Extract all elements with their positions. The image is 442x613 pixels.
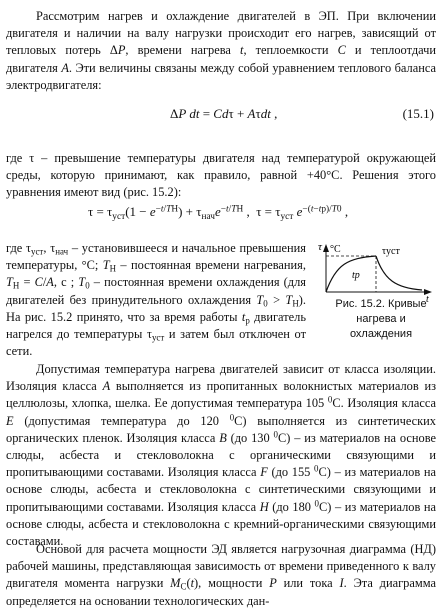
paragraph-3: где $\tau_{уст}$, $\tau_{нач}$ – установившееся и начальное превышения температуры, °С; $T_Н$ – постоянная времени нагревания, $T_Н = C/A$, с ; $T_0$ – постоянная времени охлаждения (для двигателей без принудительного охлаждения $T_0 > T_Н$). На рис. 15.2 принято, что за время работы $t_р$ двигатель нагрелся до температуры $\tau_{уст}$ и затем был отключен от сети. <box>6 241 306 359</box>
figure-caption: Рис. 15.2. Кривые нагрева и охлаждения <box>335 298 427 340</box>
y-axis-arrow <box>323 244 329 252</box>
paragraph-2: где τ – превышение температуры двигателя над температурой окружающей среды, которую принимают, как правило, равной +40°С. Решения этого уравнения имеют вид (рис. 15.2): <box>6 151 436 200</box>
label-deg: °С <box>330 244 341 255</box>
heating-curve <box>326 256 376 292</box>
label-t: t <box>426 294 429 305</box>
equation-heat-balance: ΔP dt = Cdτ + Aτdt , <box>170 106 278 121</box>
equation-number: (15.1) <box>402 106 434 121</box>
paragraph-1: Рассмотрим нагрев и охлаждение двигателей в ЭП. При включении двигателя и наличии на валу нагрузки происходит его нагрев, зависящий от тепловых потерь ΔP, времени нагрева t, теплоемкости C и теплоотдачи двигателя A. Эти величины связаны между собой уравнением теплового баланса электродвигателя: <box>6 9 436 92</box>
label-tau: τ <box>318 241 322 253</box>
cooling-curve <box>376 256 422 290</box>
equation-solution: $\tau = \tau_{уст}(1 - e^{-t/TН}) + \tau_{нач}e^{-t/TН}$ , $\tau = \tau_{уст}$ $e^{-(t-tр)/T0}$ , <box>88 204 349 222</box>
paragraph-4: Допустимая температура нагрева двигателей зависит от класса изоляции. Изоляция класса A выполняется из пропитанных волокнистых материалов из целлюлозы, хлопка, шелка. Ее допустимая температура 105 $^0$С. Изоляция класса E (допустимая температура до 120 $^0$С) выполняется из синтетических органических пленок. Изоляция класса B (до 130 $^0$С) – из материалов на основе слюды, асбеста и стекловолокна с органическими связующими и пропитывающими составами. Изоляция класса F (до 155 $^0$С) – из материалов на основе слюды, асбеста и стекловолокна с синтетическими связующими и пропитывающими составами. Изоляция класса H (до 180 $^0$С) – из материалов на основе слюды, асбеста и стекловолокна с кремний-органическими связующими составами. <box>6 362 436 549</box>
label-tp: tр <box>352 270 360 281</box>
label-tau-ust: τуст <box>382 246 400 257</box>
paragraph-5: Основой для расчета мощности ЭД является нагрузочная диаграмма (НД) рабочей машины, представляющая зависимость от времени приведенного к валу двигателя момента нагрузки $M_С(t)$, мощности P или тока I. Эта диаграмма определяется на основании технологических дан- <box>6 542 436 608</box>
